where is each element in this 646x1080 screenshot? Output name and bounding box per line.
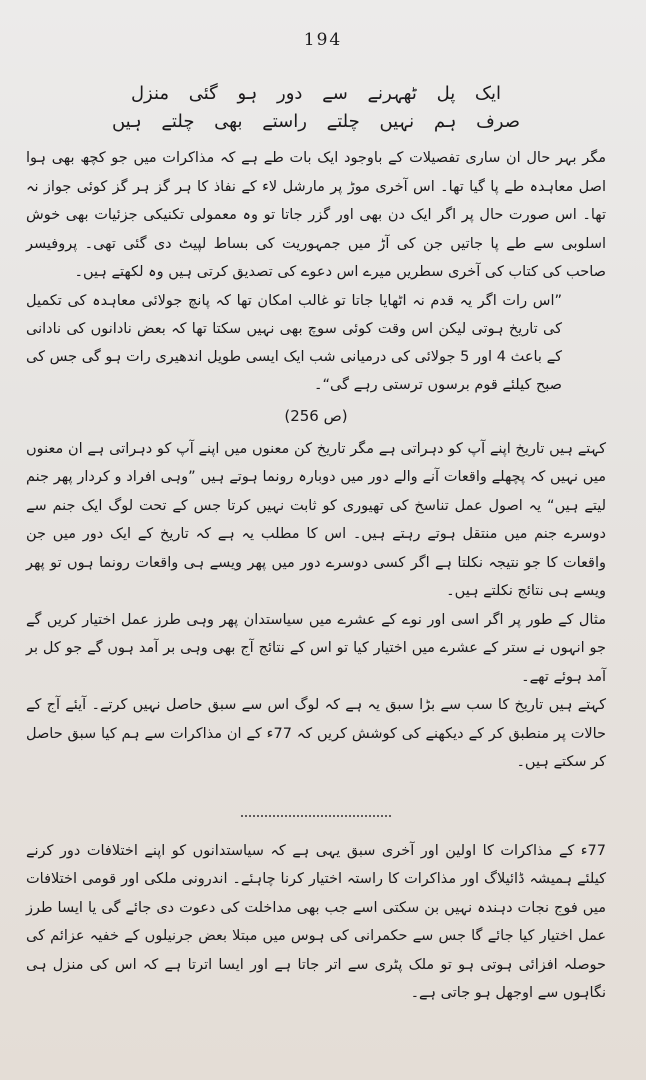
quote-reference: (ص 256): [284, 406, 348, 425]
verse-line-2: صرف ہم نہیں چلتے راستے بھی چلتے ہیں: [111, 111, 521, 132]
paragraph-5: 77ء کے مذاکرات کا اولین اور آخری سبق یہی ہے کہ سیاستدانوں کو اپنے اختلافات دور کرنے کیلئے ہمیشہ ڈائیلاگ اور مذاکرات کا راستہ اختیار کرنا چاہئے۔ اندرونی ملکی اور قومی اختلافات میں فوج نجات دہندہ نہیں بن سکتی اسے جب بھی مداخلت کی دعوت دی جائے گی یا ایسا طرز عمل اختیار کیا جائے گا جس سے حکمرانی کی ہوس میں مبتلا بعض جرنیلوں کے خفیہ عزائم کی حوصلہ افزائی ہوتی ہو تو ملک پٹری سے اتر جاتا ہے اور ایسا اترتا ہے کہ اس کی منزل ہی نگاہوں سے اوجھل ہو جاتی ہے۔: [26, 842, 606, 1001]
verse-couplet: [26, 80, 606, 136]
block-quote: ”اس رات اگر یہ قدم نہ اٹھایا جاتا تو غالب امکان تھا کہ پانچ جولائی معاہدہ کی تکمیل کی تاریخ ہوتی لیکن اس وقت کوئی سوچ بھی نہیں سکتا تھا کہ بعض نادانوں کی نادانی کے باعث 4 اور 5 جولائی کی درمیانی شب ایک ایسی طویل اندھیری رات ہو گی جس کی صبح کیلئے قوم برسوں ترستی رہے گی“۔: [26, 292, 562, 393]
verse-line-1: ایک پل ٹھہرنے سے دور ہو گئی منزل: [130, 83, 502, 104]
paragraph-3: مثال کے طور پر اگر اسی اور نوے کے عشرے میں سیاستدان پھر وہی طرز عمل اختیار کریں گے جو انہوں نے ستر کے عشرے میں اختیار کیا تو اس کے نتائج آج بھی وہی بر آمد ہوں گے جو کل بر آمد ہوئے تھے۔: [26, 611, 606, 685]
paragraph-2: کہتے ہیں تاریخ اپنے آپ کو دہراتی ہے مگر تاریخ کن معنوں میں اپنے آپ کو دہراتی ہے ان معنوں میں نہیں کہ پچھلے واقعات آنے والے دور میں دوبارہ رونما ہوتے ہیں ”وہی افراد و کردار پھر جنم لیتے ہیں“ یہ اصول عمل تناسخ کی تھیوری کو ثابت نہیں کرتا جس کے تحت لوگ ایک جنم سے دوسرے جنم میں منتقل ہوتے رہتے ہیں۔ اس کا مطلب یہ ہے کہ تاریخ کے ایک دور میں جن واقعات کا جو نتیجہ نکلتا ہے اگر کسی دوسرے دور میں پھر ویسے ہی واقعات رونما ہوں تو پھر ویسے ہی نتائج نکلتے ہیں۔: [26, 440, 606, 599]
section-separator: [241, 815, 391, 817]
page-number: 194: [303, 30, 343, 50]
paragraph-4: کہتے ہیں تاریخ کا سب سے بڑا سبق یہ ہے کہ لوگ اس سے سبق حاصل نہیں کرتے۔ آیئے آج کے حالات پر منطبق کر کے دیکھنے کی کوشش کریں کہ 77ء کے ان مذاکرات سے ہم کیا سبق حاصل کر سکتے ہیں۔: [26, 697, 607, 770]
page-body: [26, 80, 606, 1008]
paragraph-1: مگر بہر حال ان ساری تفصیلات کے باوجود ایک بات طے ہے کہ مذاکرات میں جو کچھ بھی ہوا اصل معاہدہ طے پا گیا تھا۔ اس آخری موڑ پر مارشل لاء کے نفاذ کا ہر گز ہر گز کوئی جواز نہ تھا۔ اس صورت حال پر اگر ایک دن بھی اور گزر جاتا تو وہ معمولی تکنیکی جزئیات بھی خوش اسلوبی سے طے پا جاتیں جن کی آڑ میں جمہوریت کی بساط لپیٹ دی گئی تھی۔ پروفیسر صاحب کی کتاب کی آخری سطریں میرے اس دعوے کی تصدیق کرتی ہیں وہ لکھتے ہیں۔: [26, 150, 606, 280]
